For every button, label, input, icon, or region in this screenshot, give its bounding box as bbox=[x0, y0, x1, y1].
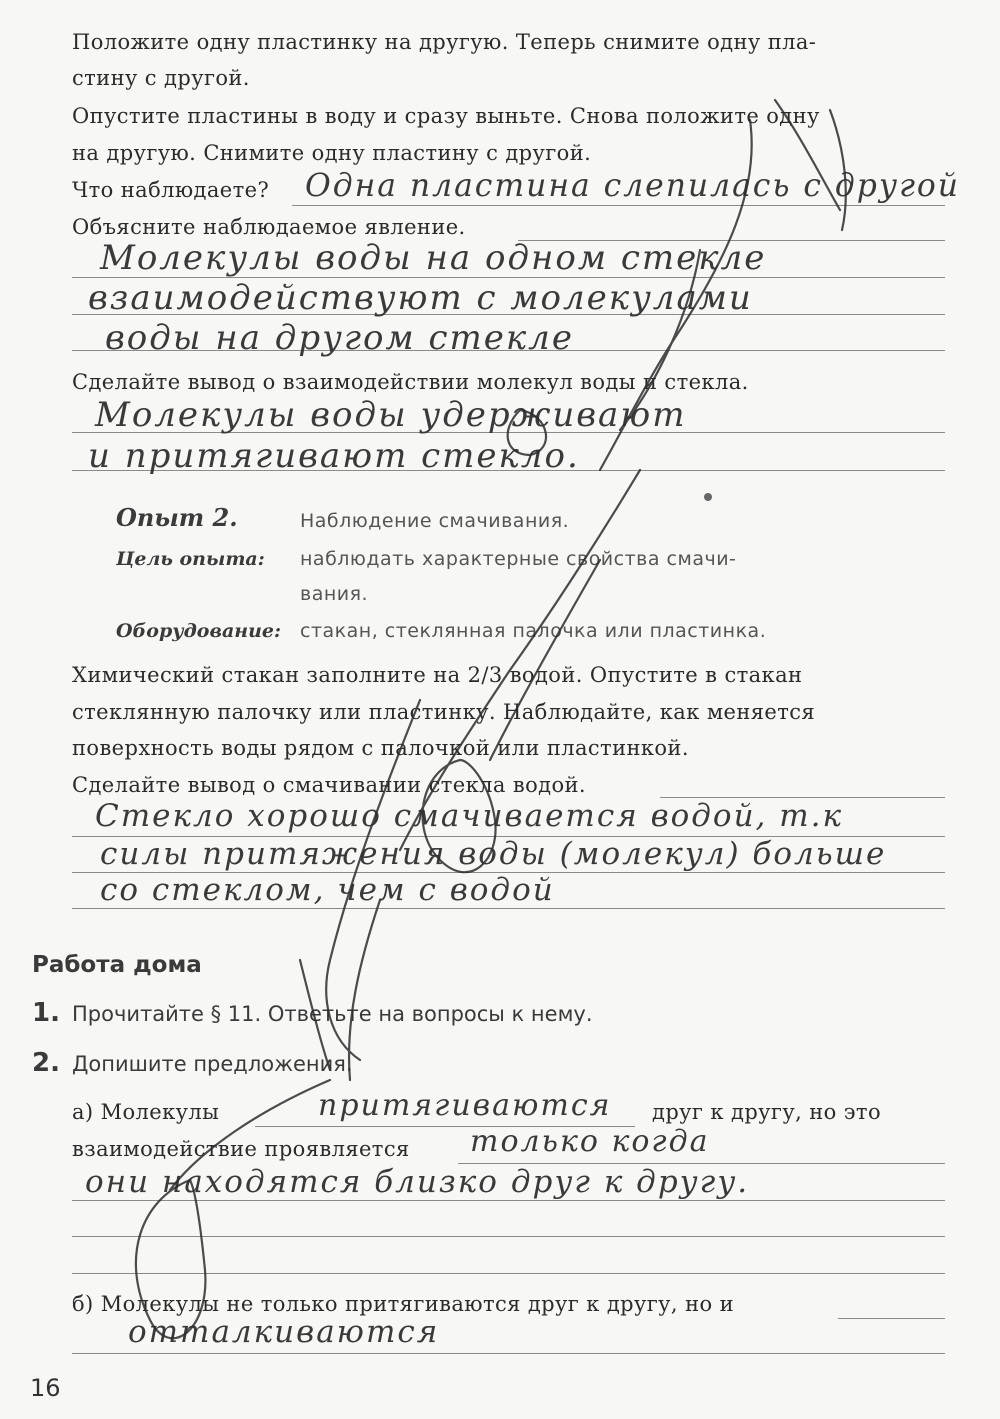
sentence-a-suffix: друг к другу, но это bbox=[652, 1100, 881, 1124]
homework-heading: Работа дома bbox=[32, 952, 202, 978]
experiment-equipment-value: стакан, стеклянная палочка или пластинка. bbox=[300, 620, 767, 642]
scribble-stroke bbox=[349, 900, 380, 1080]
scribble-stroke bbox=[775, 100, 840, 210]
intro-line-1: Положите одну пластинку на другую. Теперь снимите одну пла- bbox=[72, 30, 817, 54]
sentence-b-answer: отталкиваются bbox=[128, 1314, 440, 1350]
scribble-stroke bbox=[400, 470, 640, 850]
explain-question: Объясните наблюдаемое явление. bbox=[72, 215, 466, 239]
intro-line-4: на другую. Снимите одну пластину с другой. bbox=[72, 141, 592, 165]
experiment-text-2: стеклянную палочку или пластинку. Наблюдайте, как меняется bbox=[72, 700, 816, 724]
sentence-a-answer-3: они находятся близко друг к другу. bbox=[85, 1164, 750, 1200]
homework-item-1-text: Прочитайте § 11. Ответьте на вопросы к нему. bbox=[72, 1002, 593, 1026]
observe-question: Что наблюдаете? bbox=[72, 178, 270, 202]
experiment-title-value: Наблюдение смачивания. bbox=[300, 510, 570, 532]
page-number: 16 bbox=[30, 1374, 61, 1402]
homework-item-2-number: 2. bbox=[32, 1048, 60, 1078]
experiment-conclusion-question: Сделайте вывод о смачивании стекла водой. bbox=[72, 773, 587, 797]
homework-item-1-number: 1. bbox=[32, 998, 60, 1028]
conclusion-question: Сделайте вывод о взаимодействии молекул воды и стекла. bbox=[72, 370, 749, 394]
scribble-stroke bbox=[620, 250, 700, 430]
conclusion-answer-line-2: и притягивают стекло. bbox=[88, 436, 580, 476]
scribble-stroke bbox=[600, 120, 752, 470]
explain-answer-line-2: взаимодействуют с молекулами bbox=[88, 278, 753, 318]
experiment-answer-line-1: Стекло хорошо смачивается водой, т.к bbox=[95, 798, 844, 834]
scribble-stroke bbox=[170, 1080, 330, 1190]
scribble-stroke bbox=[490, 560, 600, 760]
scribble-stroke bbox=[830, 110, 846, 230]
observe-answer: Одна пластина слепилась с другой bbox=[305, 166, 960, 204]
experiment-answer-line-2: силы притяжения воды (молекул) больше bbox=[100, 836, 887, 872]
sentence-a-prefix: а) Молекулы bbox=[72, 1100, 220, 1124]
pencil-dot bbox=[704, 493, 712, 501]
scribble-stroke bbox=[326, 700, 420, 1060]
scribble-stroke bbox=[136, 1180, 206, 1338]
experiment-goal-value-2: вания. bbox=[300, 583, 369, 605]
intro-line-2: стину с другой. bbox=[72, 66, 250, 90]
experiment-equipment-label: Оборудование: bbox=[116, 620, 282, 642]
experiment-title-label: Опыт 2. bbox=[116, 503, 238, 532]
scribble-stroke bbox=[423, 760, 496, 872]
intro-line-3: Опустите пластины в воду и сразу выньте. Снова положите одну bbox=[72, 104, 820, 128]
scribble-stroke bbox=[508, 410, 546, 455]
experiment-goal-label: Цель опыта: bbox=[116, 548, 265, 570]
explain-answer-line-1: Молекулы воды на одном стекле bbox=[100, 238, 767, 278]
homework-item-2-text: Допишите предложения. bbox=[72, 1052, 353, 1076]
experiment-text-3: поверхность воды рядом с палочкой или пластинкой. bbox=[72, 736, 689, 760]
sentence-a-answer: притягиваются bbox=[318, 1088, 612, 1123]
experiment-text-1: Химический стакан заполните на 2/3 водой. Опустите в стакан bbox=[72, 663, 803, 687]
experiment-answer-line-3: со стеклом, чем с водой bbox=[100, 872, 555, 908]
sentence-a-answer-2: только когда bbox=[470, 1124, 710, 1159]
experiment-goal-value-1: наблюдать характерные свойства смачи- bbox=[300, 548, 737, 570]
conclusion-answer-line-1: Молекулы воды удерживают bbox=[95, 395, 687, 435]
sentence-a-line-2: взаимодействие проявляется bbox=[72, 1137, 410, 1161]
explain-answer-line-3: воды на другом стекле bbox=[105, 318, 574, 358]
sentence-b-text: б) Молекулы не только притягиваются друг к другу, но и bbox=[72, 1292, 734, 1316]
scribble-stroke bbox=[300, 960, 330, 1070]
